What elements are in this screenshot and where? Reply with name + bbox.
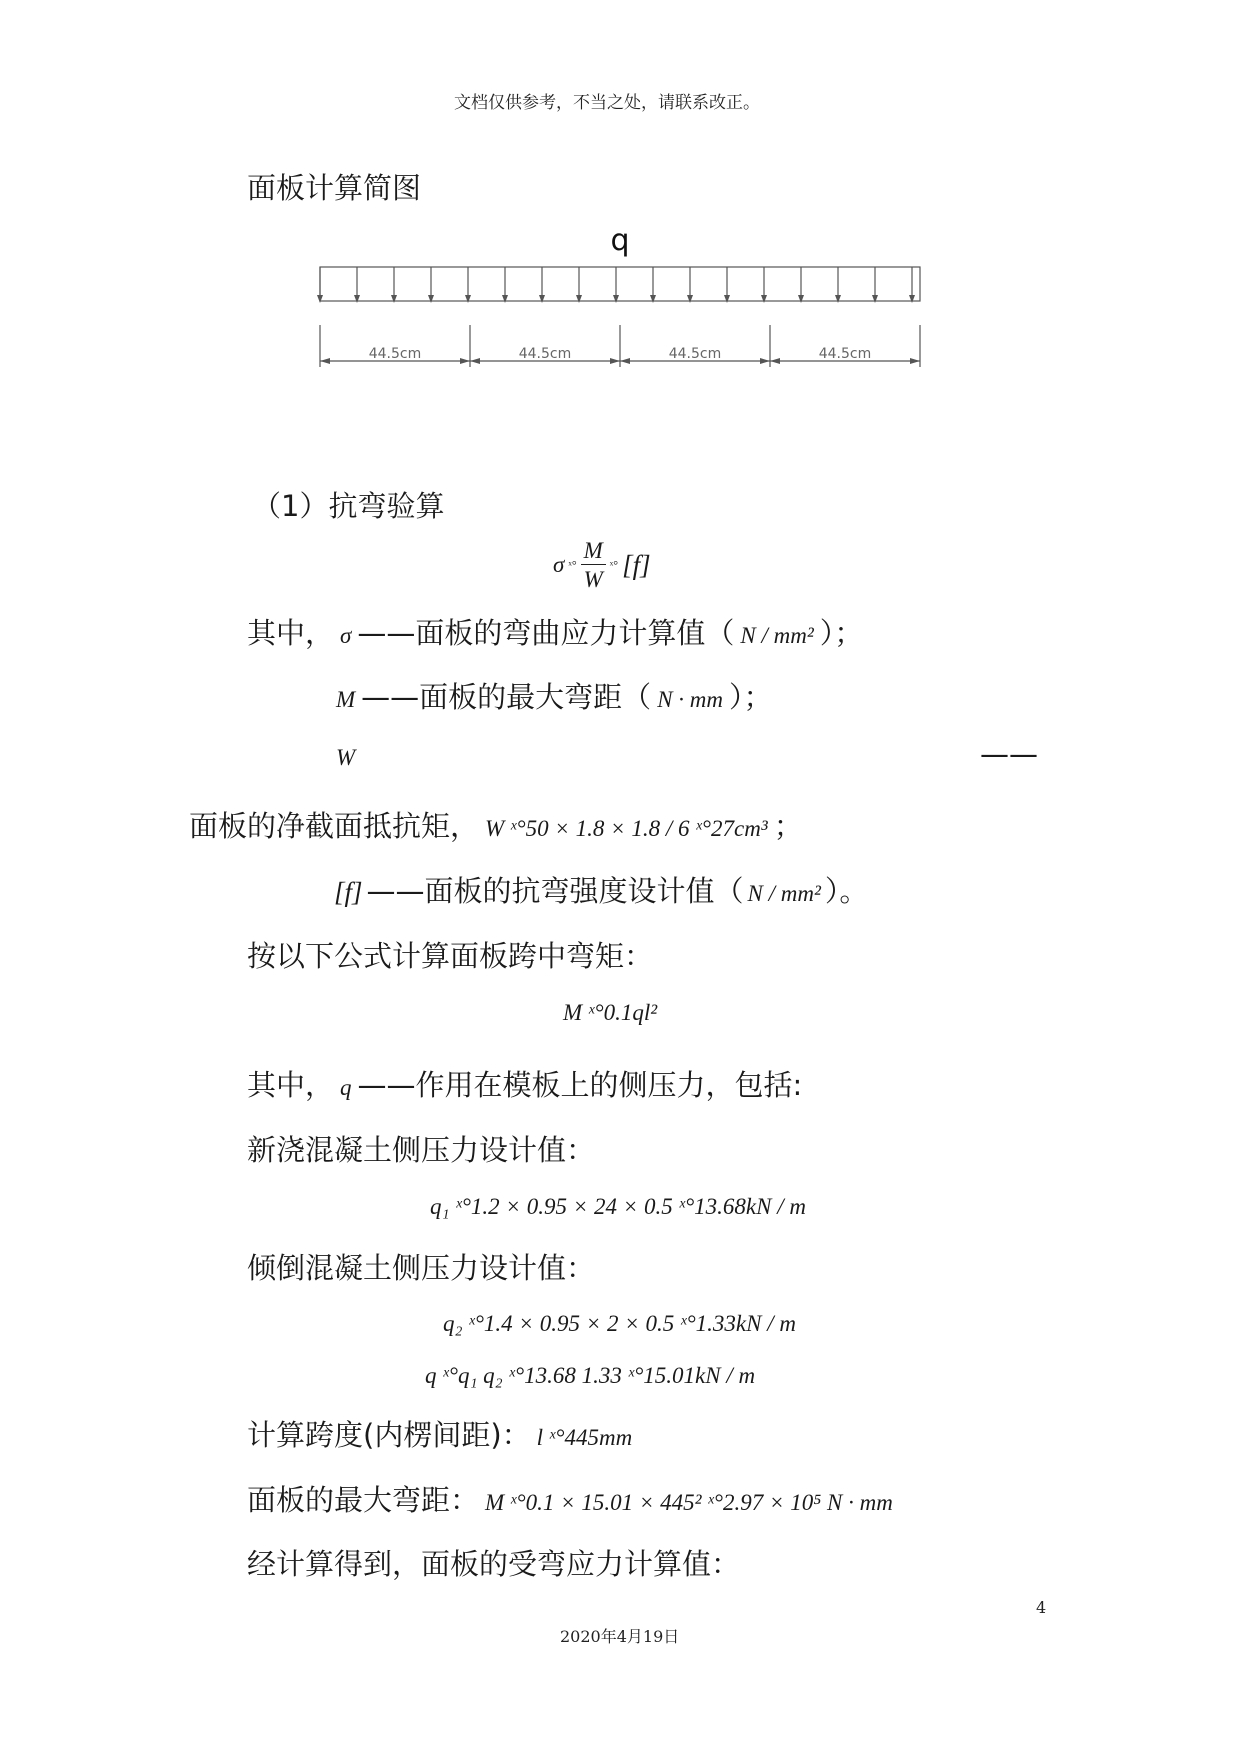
dash: —— bbox=[980, 737, 1038, 771]
section-title: （1）抗弯验算 bbox=[252, 489, 445, 523]
fraction bbox=[581, 539, 606, 591]
sigma-symbol: σ bbox=[553, 552, 565, 577]
text-line: 新浇混凝土侧压力设计值： bbox=[247, 1133, 596, 1167]
text-line: 面板的净截面抵抗矩， W ˣ°50 × 1.8 × 1.8 / 6 ˣ°27cm³ ； bbox=[189, 809, 803, 843]
numerator: M bbox=[581, 539, 606, 565]
text-line: 经计算得到，面板的受弯应力计算值： bbox=[247, 1547, 741, 1581]
le-glyph: ˣ° bbox=[609, 557, 619, 572]
text-line: [f] ——面板的抗弯强度设计值（ N / mm² ）。 bbox=[334, 874, 869, 908]
formula-q1: q₁ ˣ°1.2 × 0.95 × 24 × 0.5 ˣ°13.68kN / m bbox=[430, 1194, 806, 1219]
distributed-load bbox=[320, 267, 920, 301]
span-label: 44.5cm bbox=[668, 346, 722, 362]
formula-bending-stress bbox=[553, 535, 651, 595]
text-line: 面板的最大弯距： M ˣ°0.1 × 15.01 × 445² ˣ°2.97 × 10⁵ N · mm bbox=[247, 1483, 893, 1517]
load-label: q bbox=[610, 223, 630, 258]
formula-q-total: q ˣ°q₁ q₂ ˣ°13.68 1.33 ˣ°15.01kN / m bbox=[425, 1363, 756, 1388]
equals-glyph: ˣ° bbox=[568, 557, 577, 572]
span-label: 44.5cm bbox=[518, 346, 572, 362]
page-header: 文档仅供参考，不当之处，请联系改正。 bbox=[454, 93, 760, 113]
text-line: 倾倒混凝土侧压力设计值： bbox=[247, 1251, 596, 1285]
denominator: W bbox=[583, 567, 603, 592]
allowable-stress: [f] bbox=[622, 549, 651, 580]
text-line: 其中， q ——作用在模板上的侧压力，包括: bbox=[247, 1068, 803, 1102]
text-line: 计算跨度(内楞间距)： l ˣ°445mm bbox=[247, 1418, 633, 1452]
text-line: M ——面板的最大弯距（ N · mm ）； bbox=[336, 680, 773, 714]
page-number: 4 bbox=[1036, 1598, 1047, 1617]
span-label: 44.5cm bbox=[818, 346, 872, 362]
page-footer-date: 2020年4月19日 bbox=[560, 1627, 680, 1646]
diagram-title: 面板计算简图 bbox=[247, 171, 422, 205]
formula-moment: M ˣ°0.1ql² bbox=[563, 1000, 658, 1025]
text-line: 其中， σ ——面板的弯曲应力计算值（ N / mm² ）； bbox=[247, 616, 864, 650]
beam-diagram bbox=[300, 215, 940, 375]
formula-q2: q₂ ˣ°1.4 × 0.95 × 2 × 0.5 ˣ°1.33kN / m bbox=[443, 1311, 796, 1336]
w-symbol: W bbox=[336, 745, 356, 770]
text-line: 按以下公式计算面板跨中弯矩： bbox=[247, 939, 654, 973]
span-label: 44.5cm bbox=[368, 346, 422, 362]
